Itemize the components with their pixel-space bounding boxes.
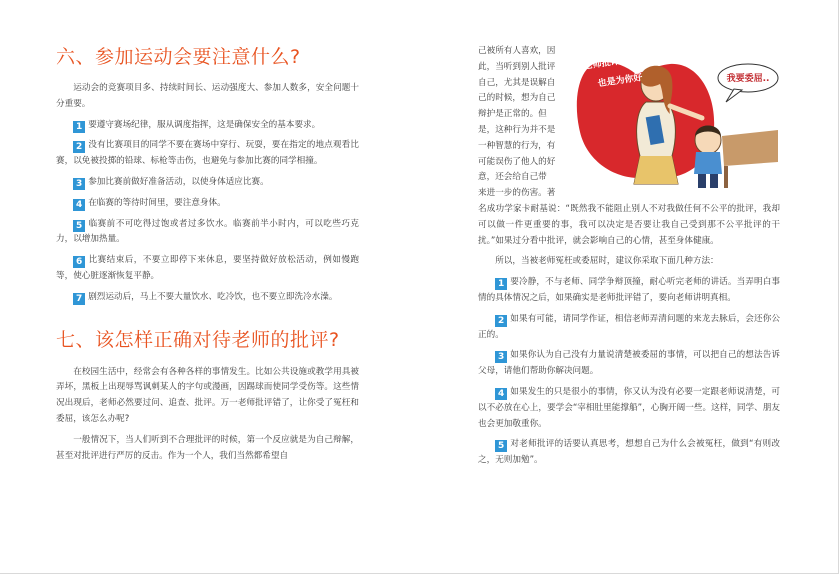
wrapped-line: 此，当听到别人批评 xyxy=(478,61,556,72)
wrapped-line: 意，还会给自己带 xyxy=(478,172,547,183)
desk-shape xyxy=(722,130,778,166)
section6-item-4 xyxy=(56,196,359,212)
left-column xyxy=(56,44,359,464)
speech-bubble-tail xyxy=(726,89,742,102)
method-item-number-badge: 3 xyxy=(495,351,507,363)
method-item-1 xyxy=(478,275,780,307)
method-item-2 xyxy=(478,312,780,344)
section6-item-3 xyxy=(56,175,359,191)
section6-item-number-badge: 6 xyxy=(73,256,85,268)
method-item-number-badge: 4 xyxy=(495,388,507,400)
wrapped-line: 辩护是正常的。但 xyxy=(478,109,547,120)
section6-item-1 xyxy=(56,118,359,134)
section6-item-number-badge: 1 xyxy=(73,121,85,133)
section6-item-6 xyxy=(56,253,359,285)
wrapped-line: 来进一步的伤害。著 xyxy=(478,188,556,199)
wrapped-line: 可能误伤了他人的好 xyxy=(478,156,556,167)
section7-title: 七、该怎样正确对待老师的批评? xyxy=(56,328,340,351)
student-leg-left xyxy=(698,174,706,188)
method-item-text: 如果有可能，请同学作证，相信老师弄清问题的来龙去脉后，会还你公正的。 xyxy=(478,313,780,340)
illustration-caption-line1: 老师批评你 xyxy=(583,55,630,72)
section6-item-number-badge: 2 xyxy=(73,141,85,153)
teacher-criticism-illustration xyxy=(574,44,780,190)
section6-item-text: 剧烈运动后，马上不要大量饮水、吃冷饮，也不要立即洗冷水澡。 xyxy=(88,291,338,302)
section6-item-5 xyxy=(56,217,359,249)
section6-item-text: 在临赛的等待时间里，要注意身体。 xyxy=(88,197,226,208)
section6-item-number-badge: 4 xyxy=(73,199,85,211)
section6-item-7 xyxy=(56,290,359,306)
section6-item-text: 没有比赛项目的同学不要在赛场中穿行、玩耍，要在指定的地点观看比赛，以免被投掷的铅球、标枪等击伤，也避免与参加比赛的同学相撞。 xyxy=(56,140,359,167)
method-item-text: 如果发生的只是很小的事情，你又认为没有必要一定跟老师说清楚，可以不必放在心上，要学会“宰相肚里能撑船”，心胸开阔一些。这样，同学、朋友也会更加敬重你。 xyxy=(478,386,780,429)
desk-leg xyxy=(724,166,728,188)
wrapped-text-block xyxy=(478,44,566,202)
speech-bubble-text: 我要委屈.. xyxy=(726,74,770,84)
section6-item-text: 要遵守赛场纪律，服从调度指挥，这是确保安全的基本要求。 xyxy=(88,119,321,130)
section6-item-number-badge: 7 xyxy=(73,293,85,305)
section6-item-number-badge: 5 xyxy=(73,220,85,232)
student-leg-right xyxy=(710,174,718,188)
wrapped-line: 己被所有人喜欢，因 xyxy=(478,46,556,56)
method-item-text: 要冷静，不与老师、同学争辩顶撞，耐心听完老师的讲话。当弄明白事情的具体情况之后，如果确实是老师批评错了，要向老师讲明真相。 xyxy=(478,277,780,303)
section6-item-text: 临赛前不可吃得过饱或者过多饮水。临赛前半小时内，可以吃些巧克力，以增加热量。 xyxy=(56,218,359,245)
wrapped-line: 自己，尤其是误解自 xyxy=(478,77,556,88)
student-shirt xyxy=(694,152,722,174)
method-item-5 xyxy=(478,437,780,469)
wrapped-line: 己的时候，想为自己 xyxy=(478,93,556,104)
method-item-number-badge: 1 xyxy=(495,278,507,290)
method-item-number-badge: 5 xyxy=(495,440,507,452)
section6-item-text: 参加比赛前做好准备活动，以使身体适应比赛。 xyxy=(88,176,269,187)
method-item-number-badge: 2 xyxy=(495,315,507,327)
section6-item-text: 比赛结束后，不要立即停下来休息，要坚持做好放松活动，例如慢跑等，使心脏逐渐恢复平静。 xyxy=(56,255,359,281)
method-item-text: 对老师批评的话要认真思考，想想自己为什么会被冤枉，做到“有则改之，无则加勉”。 xyxy=(478,439,780,466)
method-item-4 xyxy=(478,385,780,432)
wrapped-line: 是，这种行为并不是 xyxy=(478,124,556,135)
teacher-skirt xyxy=(634,156,678,184)
method-item-text: 如果你认为自己没有力量说清楚被委屈的事情，可以把自己的想法告诉父母，请他们帮助你解决问题。 xyxy=(478,350,780,377)
section7-paragraph-2: 一般情况下，当人们听到不合理批评的时候，第一个反应就是为自己辩解，甚至对批评进行严厉的反击。作为一个人，我们当然都希望自 xyxy=(56,434,359,461)
methods-list xyxy=(478,275,780,469)
section6-item-2 xyxy=(56,138,359,170)
section6-item-number-badge: 3 xyxy=(73,178,85,190)
section6-intro: 运动会的竞赛项目多、持续时间长、运动强度大、参加人数多，安全问题十分重要。 xyxy=(56,83,359,109)
section6-title: 六、参加运动会要注意什么? xyxy=(56,46,301,68)
section7-paragraph-1: 在校园生活中，经常会有各种各样的事情发生。比如公共设施或教学用具被弄坏，黑板上出现辱骂讽刺某人的字句或漫画，因踢球而使同学受伤等。这些情况出现后，老师必然要过问、追查、批评。万一老师批评错了，让你受了冤枉和委屈，该怎么办呢? xyxy=(56,366,359,424)
right-paragraph-continued: 名成功学家卡耐基说：“既然我不能阻止别人不对我做任何不公平的批评，我却可以做一件更重要的事，我可以决定是否要让我自己受到那不公平批评的干扰。”如果过分看中批评，就会影响自己的心情，甚至身体健康。 xyxy=(478,203,780,246)
wrapped-line: 一种智慧的行为，有 xyxy=(478,140,556,151)
section6-list xyxy=(56,118,359,306)
methods-intro: 所以，当被老师冤枉或委屈时，建议你采取下面几种方法： xyxy=(495,256,719,267)
illustration-caption-line2: 也是为你好 xyxy=(597,73,644,90)
method-item-3 xyxy=(478,348,780,380)
